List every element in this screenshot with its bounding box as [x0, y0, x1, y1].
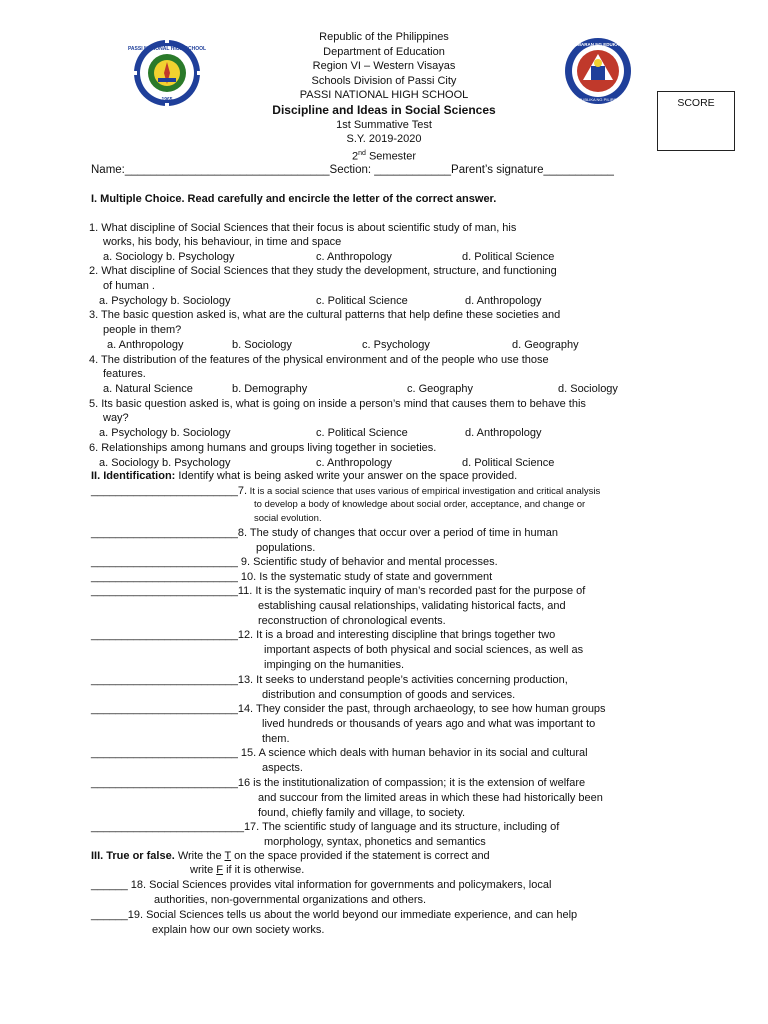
item-text-cont: aspects.: [262, 762, 303, 774]
part3-title: III. True or false. Write the T on the space provided if the statement is correct and: [91, 850, 490, 862]
choice-option[interactable]: c. Geography: [407, 383, 474, 395]
tf-item: [91, 878, 551, 892]
choice-option[interactable]: c. Political Science: [316, 427, 408, 439]
identification-item: [91, 570, 492, 584]
question-text: 1. What discipline of Social Sciences that their focus is about scientific study of man, his: [89, 222, 517, 234]
item-text: It is a broad and interesting discipline that brings together two: [253, 629, 556, 641]
identification-item: [91, 484, 600, 499]
question-text-cont: features.: [103, 368, 146, 380]
svg-text:KAGAWARAN NG EDUKASYON: KAGAWARAN NG EDUKASYON: [563, 42, 633, 47]
choice-option[interactable]: a. Natural Science: [103, 383, 193, 395]
item-text: 15. A science which deals with human behavior in its social and cultural: [237, 747, 588, 759]
question-text: 5. Its basic question asked is, what is going on inside a person’s mind that causes them to behave this: [89, 398, 586, 410]
choice-option[interactable]: c. Anthropology: [316, 251, 392, 263]
item-text: 19. Social Sciences tells us about the world beyond our immediate experience, and can help: [127, 909, 578, 921]
choice-option[interactable]: d. Political Science: [462, 457, 555, 469]
answer-blank[interactable]: ________________________14.: [91, 703, 254, 715]
answer-blank[interactable]: ________________________16: [91, 777, 251, 789]
choice-option[interactable]: b. Sociology: [232, 339, 292, 351]
svg-text:REPUBLIKA NG PILIPINAS: REPUBLIKA NG PILIPINAS: [573, 97, 623, 102]
item-text-cont: impinging on the humanities.: [264, 659, 405, 671]
item-text-cont: to develop a body of knowledge about social order, acceptance, and change or: [254, 499, 586, 510]
item-text: It seeks to understand people’s activities concerning production,: [253, 674, 568, 686]
question-text: 6. Relationships among humans and groups living together in societies.: [89, 442, 437, 454]
answer-blank[interactable]: ________________________: [91, 556, 238, 568]
tf-item: [91, 908, 577, 922]
identification-item: [91, 584, 585, 598]
answer-blank[interactable]: ________________________7.: [91, 485, 247, 497]
answer-blank[interactable]: ________________________8.: [91, 527, 247, 539]
choice-option[interactable]: c. Anthropology: [316, 457, 392, 469]
question-text-cont: people in them?: [103, 324, 182, 336]
item-text: It is the systematic inquiry of man’s recorded past for the purpose of: [252, 585, 586, 597]
item-text-cont: distribution and consumption of goods and services.: [262, 689, 516, 701]
question-text-cont: of human .: [103, 280, 155, 292]
answer-blank[interactable]: ________________________13.: [91, 674, 254, 686]
header-department: Department of Education: [323, 45, 445, 58]
choice-option[interactable]: a. Psychology b. Sociology: [99, 295, 231, 307]
item-text: 10. Is the systematic study of state and government: [237, 571, 493, 583]
item-text: They consider the past, through archaeology, to see how human groups: [253, 703, 606, 715]
choice-option[interactable]: d. Anthropology: [465, 427, 542, 439]
answer-blank[interactable]: ________________________: [91, 571, 238, 583]
item-text: The scientific study of language and its structure, including of: [259, 821, 560, 833]
answer-blank[interactable]: ________________________12.: [91, 629, 254, 641]
identification-item: [91, 526, 558, 540]
choice-option[interactable]: a. Anthropology: [107, 339, 184, 351]
item-text: is the institutionalization of compassion; it is the extension of welfare: [250, 777, 586, 789]
item-text-cont: them.: [262, 733, 290, 745]
header-block: [0, 30, 768, 164]
identification-item: [91, 820, 559, 834]
choice-option[interactable]: c. Political Science: [316, 295, 408, 307]
question-text: 3. The basic question asked is, what are the cultural patterns that help define these societies and: [89, 309, 561, 321]
question-text-cont: works, his body, his behaviour, in time and space: [103, 236, 342, 248]
part1-title: I. Multiple Choice. Read carefully and encircle the letter of the correct answer.: [91, 193, 497, 205]
item-text-cont: and succour from the limited areas in which these had historically been: [258, 792, 603, 804]
choice-option[interactable]: a. Sociology b. Psychology: [103, 251, 235, 263]
identification-item: [91, 628, 555, 642]
header-school: PASSI NATIONAL HIGH SCHOOL: [299, 89, 469, 102]
answer-blank[interactable]: ________________________11.: [91, 585, 253, 597]
identification-item: [91, 776, 585, 790]
choice-option[interactable]: d. Sociology: [558, 383, 618, 395]
part2-title: II. Identification: Identify what is being asked write your answer on the space provided.: [91, 470, 518, 482]
item-text-cont: important aspects of both physical and social sciences, as well as: [264, 644, 584, 656]
score-label: SCORE: [677, 97, 715, 109]
identification-item: [91, 673, 568, 687]
school-year: S.Y. 2019-2020: [346, 133, 422, 146]
test-title: 1st Summative Test: [336, 118, 432, 131]
item-text-cont: establishing causal relationships, validating historical facts, and: [258, 600, 566, 612]
question-text-cont: way?: [103, 412, 129, 424]
part3-title-cont: write F if it is otherwise.: [190, 864, 305, 876]
svg-text:PASSI NATIONAL HIGH SCHOOL: PASSI NATIONAL HIGH SCHOOL: [127, 46, 207, 52]
choice-option[interactable]: a. Psychology b. Sociology: [99, 427, 231, 439]
identification-item: [91, 555, 498, 569]
answer-blank[interactable]: ______: [91, 879, 128, 891]
item-text-cont: found, chiefly family and village, to society.: [258, 807, 466, 819]
answer-blank[interactable]: _________________________17.: [91, 821, 260, 833]
item-text: The study of changes that occur over a period of time in human: [247, 527, 559, 539]
item-text: 9. Scientific study of behavior and mental processes.: [237, 556, 498, 568]
item-text: It is a social science that uses various of empirical investigation and critical analysis: [247, 486, 601, 497]
answer-blank[interactable]: ______: [91, 909, 128, 921]
header-division: Schools Division of Passi City: [311, 74, 457, 87]
item-text-cont: explain how our own society works.: [152, 924, 325, 936]
item-text-cont: reconstruction of chronological events.: [258, 615, 446, 627]
score-box[interactable]: [657, 91, 735, 151]
identification-item: [91, 746, 588, 760]
question-text: 4. The distribution of the features of the physical environment and of the people who use those: [89, 354, 549, 366]
semester: 2nd Semester: [351, 149, 417, 163]
choice-option[interactable]: b. Demography: [232, 383, 308, 395]
item-text-cont: social evolution.: [254, 513, 322, 524]
item-text-cont: lived hundreds or thousands of years ago and what was important to: [262, 718, 596, 730]
header-region: Region VI – Western Visayas: [312, 60, 456, 73]
item-text-cont: authorities, non-governmental organizations and others.: [154, 894, 427, 906]
item-text-cont: populations.: [256, 542, 316, 554]
choice-option[interactable]: d. Political Science: [462, 251, 555, 263]
item-text-cont: morphology, syntax, phonetics and semantics: [264, 836, 486, 848]
item-text: 18. Social Sciences provides vital information for governments and policymakers, local: [127, 879, 552, 891]
svg-text:1965: 1965: [161, 97, 173, 103]
subject-title: Discipline and Ideas in Social Sciences: [272, 102, 496, 117]
identification-item: [91, 702, 606, 716]
choice-option[interactable]: d. Geography: [512, 339, 579, 351]
choice-option[interactable]: a. Sociology b. Psychology: [99, 457, 231, 469]
name-section-line[interactable]: Name:________________________________Section: ____________Parent’s signature___________: [91, 164, 614, 176]
header-republic: Republic of the Philippines: [319, 31, 449, 43]
answer-blank[interactable]: ________________________: [91, 747, 238, 759]
question-text: 2. What discipline of Social Sciences that they study the development, structure, and functioning: [89, 265, 557, 277]
choice-option[interactable]: d. Anthropology: [465, 295, 542, 307]
choice-option[interactable]: c. Psychology: [362, 339, 430, 351]
